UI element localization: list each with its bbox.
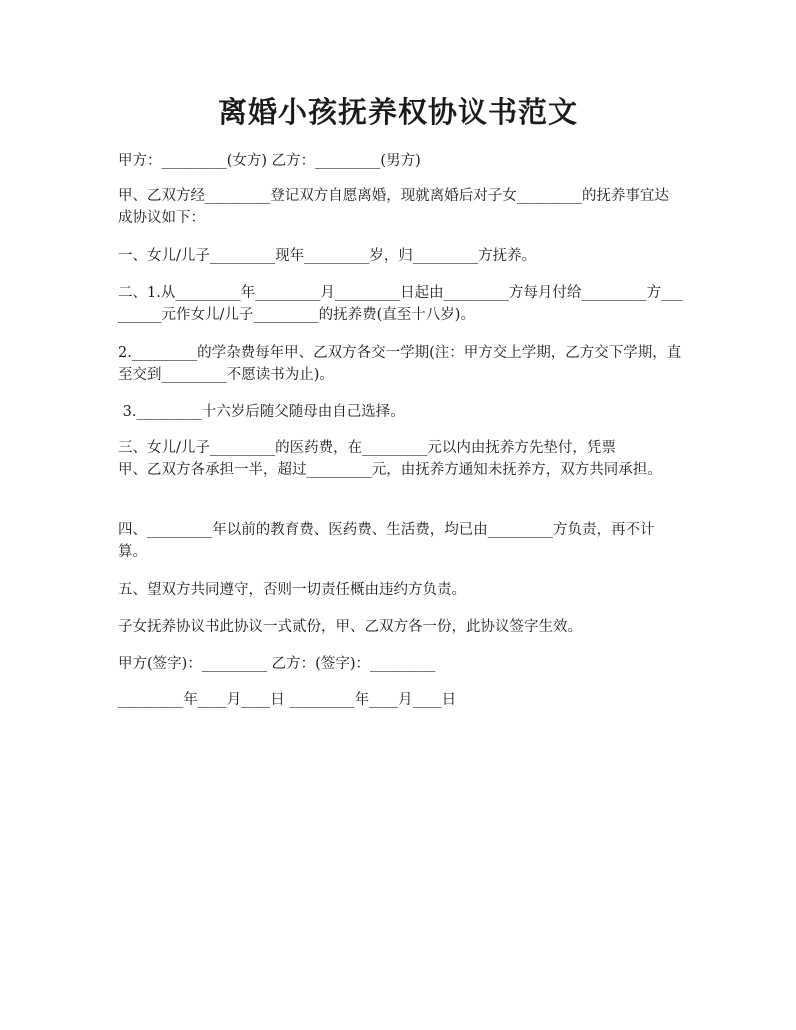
- clause-2-3: 3._________十六岁后随父随母由自己选择。: [118, 404, 405, 420]
- document-title: 离婚小孩抚养权协议书范文: [217, 95, 578, 129]
- date-line: _________年____月____日 _________年____月____日: [118, 692, 457, 708]
- signature-line: 甲方(签字)：_________ 乙方：(签字)：_________: [118, 656, 436, 672]
- clause-3: 三、女儿/儿子_________的医药费，在_________元以内由抚养方先垫付，凭票 甲、乙双方各承担一半，超过_________元，由抚养方通知未抚养方，双方共同承担。: [118, 440, 662, 478]
- intro-paragraph: 甲、乙双方经_________登记双方自愿离婚，现就离婚后对子女_________的抚养事宜达成协议如下：: [118, 188, 669, 226]
- clause-2-1: 二、1.从_________年_________月_________日起由_________方每月付给_________方_________元作女儿/儿子_________的抚养费(直至十八岁)。: [118, 285, 683, 323]
- clause-4: 四、_________年以前的教育费、医药费、生活费，均已由_________方负责，再不计算。: [118, 522, 655, 560]
- parties-line: 甲方：_________(女方) 乙方：_________(男方): [118, 153, 421, 169]
- clause-5: 五、望双方共同遵守，否则一切责任概由违约方负责。: [118, 582, 466, 598]
- validity-statement: 子女抚养协议书此协议一式贰份，甲、乙双方各一份，此协议签字生效。: [118, 619, 582, 635]
- clause-1: 一、女儿/儿子_________现年_________岁，归_________方抚养。: [118, 248, 537, 264]
- clause-2-2: 2._________的学杂费每年甲、乙双方各交一学期(注：甲方交上学期，乙方交下学期，直至交到_________不愿读书为止)。: [118, 345, 682, 383]
